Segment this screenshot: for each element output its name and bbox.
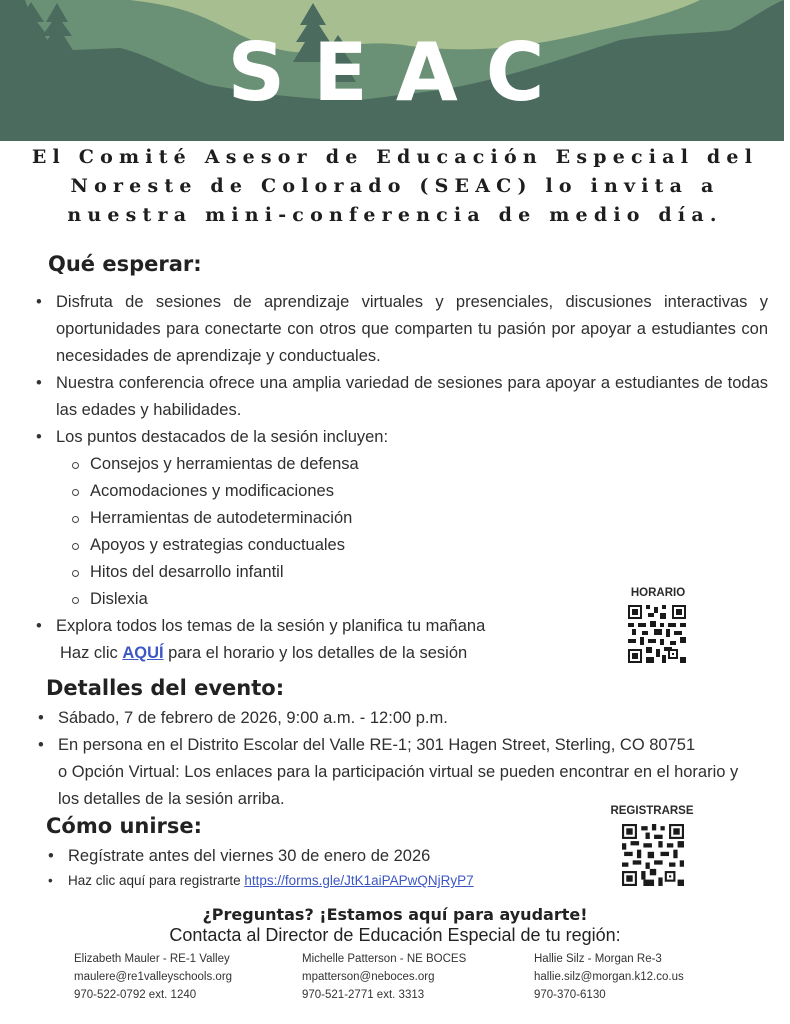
contact-phone: 970-521-2771 ext. 3313	[302, 989, 425, 1001]
banner-title: SEAC	[227, 26, 573, 119]
list-item: • Disfruta de sesiones de aprendizaje virtuales y presenciales, discusiones interactivas y oportunidades para conectarte con otros que comparten tu pasión por apoyar a estudiantes con necesidades de aprendizaje y conductuales.	[36, 289, 768, 370]
list-item: • Nuestra conferencia ofrece una amplia variedad de sesiones para apoyar a estudiantes de todas las edades y habilidades.	[36, 370, 768, 424]
registration-link[interactable]: https://forms.gle/JtK1aiPAPwQNjRyP7	[244, 873, 474, 888]
qr-code-horario-icon[interactable]	[628, 605, 686, 663]
contact-name: Elizabeth Mauler - RE-1 Valley	[74, 953, 230, 965]
unirse-list	[48, 843, 608, 892]
registration-link-item	[48, 870, 608, 892]
contact-card	[74, 950, 232, 1004]
section-heading-detalles: Detalles del evento:	[46, 676, 285, 700]
contact-email[interactable]: maulere@re1valleyschools.org	[74, 971, 233, 983]
contact-heading: ¿Preguntas? ¡Estamos aquí para ayudarte!	[202, 905, 588, 924]
qr-label-horario: HORARIO	[630, 587, 686, 599]
header-banner	[0, 0, 784, 141]
detalles-list	[38, 705, 762, 813]
event-virtual-option: o Opción Virtual: Los enlaces para la participación virtual se pueden encontrar en el horario y los detalles de la sesión arriba.	[58, 763, 739, 808]
schedule-link[interactable]: AQUÍ	[122, 644, 164, 662]
highlight-item: Dislexia	[68, 586, 768, 613]
qr-label-registrarse: REGISTRARSE	[610, 805, 694, 817]
qr-code-registrarse-icon[interactable]	[622, 824, 684, 886]
highlight-item: Herramientas de autodeterminación	[68, 505, 768, 532]
section-heading-que-esperar: Qué esperar:	[48, 252, 202, 276]
intro-line-1: El Comité Asesor de Educación Especial del	[31, 146, 759, 168]
contact-name: Michelle Patterson - NE BOCES	[302, 953, 467, 965]
section-heading-como-unirse: Cómo unirse:	[46, 814, 203, 838]
contact-name: Hallie Silz - Morgan Re-3	[534, 953, 662, 965]
event-date: • Sábado, 7 de febrero de 2026, 9:00 a.m. - 12:00 p.m.	[38, 705, 762, 732]
contact-card	[302, 950, 466, 1004]
highlight-item: Acomodaciones y modificaciones	[68, 478, 768, 505]
intro-line-3: nuestra mini-conferencia de medio día.	[67, 204, 723, 226]
event-location: • En persona en el Distrito Escolar del Valle RE-1; 301 Hagen Street, Sterling, CO 80751	[38, 732, 762, 759]
contact-subheading: Contacta al Director de Educación Especial de tu región:	[169, 925, 621, 945]
highlight-item: Consejos y herramientas de defensa	[68, 451, 768, 478]
contact-phone: 970-370-6130	[534, 989, 606, 1001]
list-item: • Los puntos destacados de la sesión incluyen:	[36, 424, 768, 451]
registration-deadline: • Regístrate antes del viernes 30 de enero de 2026	[48, 843, 608, 870]
schedule-link-suffix: para el horario y los detalles de la sesión	[163, 644, 468, 662]
highlight-item: Hitos del desarrollo infantil	[68, 559, 768, 586]
intro-text	[0, 143, 790, 230]
highlight-item: Apoyos y estrategias conductuales	[68, 532, 768, 559]
contact-email[interactable]: mpatterson@neboces.org	[302, 971, 435, 983]
contact-email[interactable]: hallie.silz@morgan.k12.co.us	[534, 971, 684, 983]
schedule-link-prefix: Haz clic	[60, 644, 123, 662]
registration-link-prefix: Haz clic aquí para registrarte	[68, 873, 245, 888]
contact-card	[534, 950, 684, 1004]
contact-phone: 970-522-0792 ext. 1240	[74, 989, 197, 1001]
list-item: • Explora todos los temas de la sesión y planifica tu mañana	[36, 613, 768, 640]
intro-line-2: Noreste de Colorado (SEAC) lo invita a	[70, 175, 720, 197]
